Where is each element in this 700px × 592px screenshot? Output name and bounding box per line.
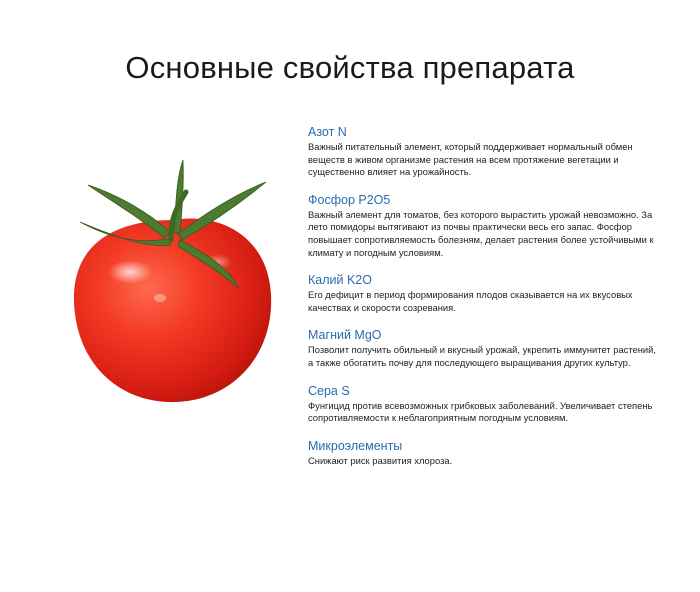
item-title: Азот N [308, 125, 347, 139]
item-title: Калий K2O [308, 273, 372, 288]
item-title: Фосфор P2O5 [308, 192, 391, 207]
list-item [308, 193, 660, 259]
item-text: Важный элемент для томатов, без которого вырастить урожай невозможно. За лето помидоры вытягивают из почвы практически весь его запас. Фосфор повышает сопротивляемость болезням, делает растения более устойчивыми к климату и погодным условиям. [308, 208, 654, 258]
list-item [308, 125, 660, 179]
list-item [308, 273, 660, 314]
page-title: Основные свойства препарата [125, 50, 575, 85]
item-text: Позволит получить обильный и вкусный урожай, укрепить иммунитет растений, а также обогатить почву для последующего выращивания других культур. [308, 344, 657, 368]
item-title: Магний MgO [308, 328, 382, 343]
list-item [308, 439, 660, 468]
list-item [308, 328, 660, 369]
item-text: Важный питательный элемент, который поддерживает нормальный обмен веществ в живом организме растения на всем протяжение вегетации и существенно влияет на урожайность. [308, 141, 633, 178]
item-title: Микроэлементы [308, 438, 403, 453]
item-title: Сера S [308, 383, 350, 398]
item-text: Снижают риск развития хлороза. [308, 454, 453, 466]
item-text: Фунгицид против всевозможных грибковых заболеваний. Увеличивает степень сопротивляемости к неблагоприятным погодным условиям. [308, 399, 653, 424]
properties-list [308, 125, 660, 481]
item-text: Его дефицит в период формирования плодов сказывается на их вкусовых качествах и скорости созревания. [308, 289, 633, 313]
tomato-icon [68, 150, 278, 412]
list-item [308, 384, 660, 425]
